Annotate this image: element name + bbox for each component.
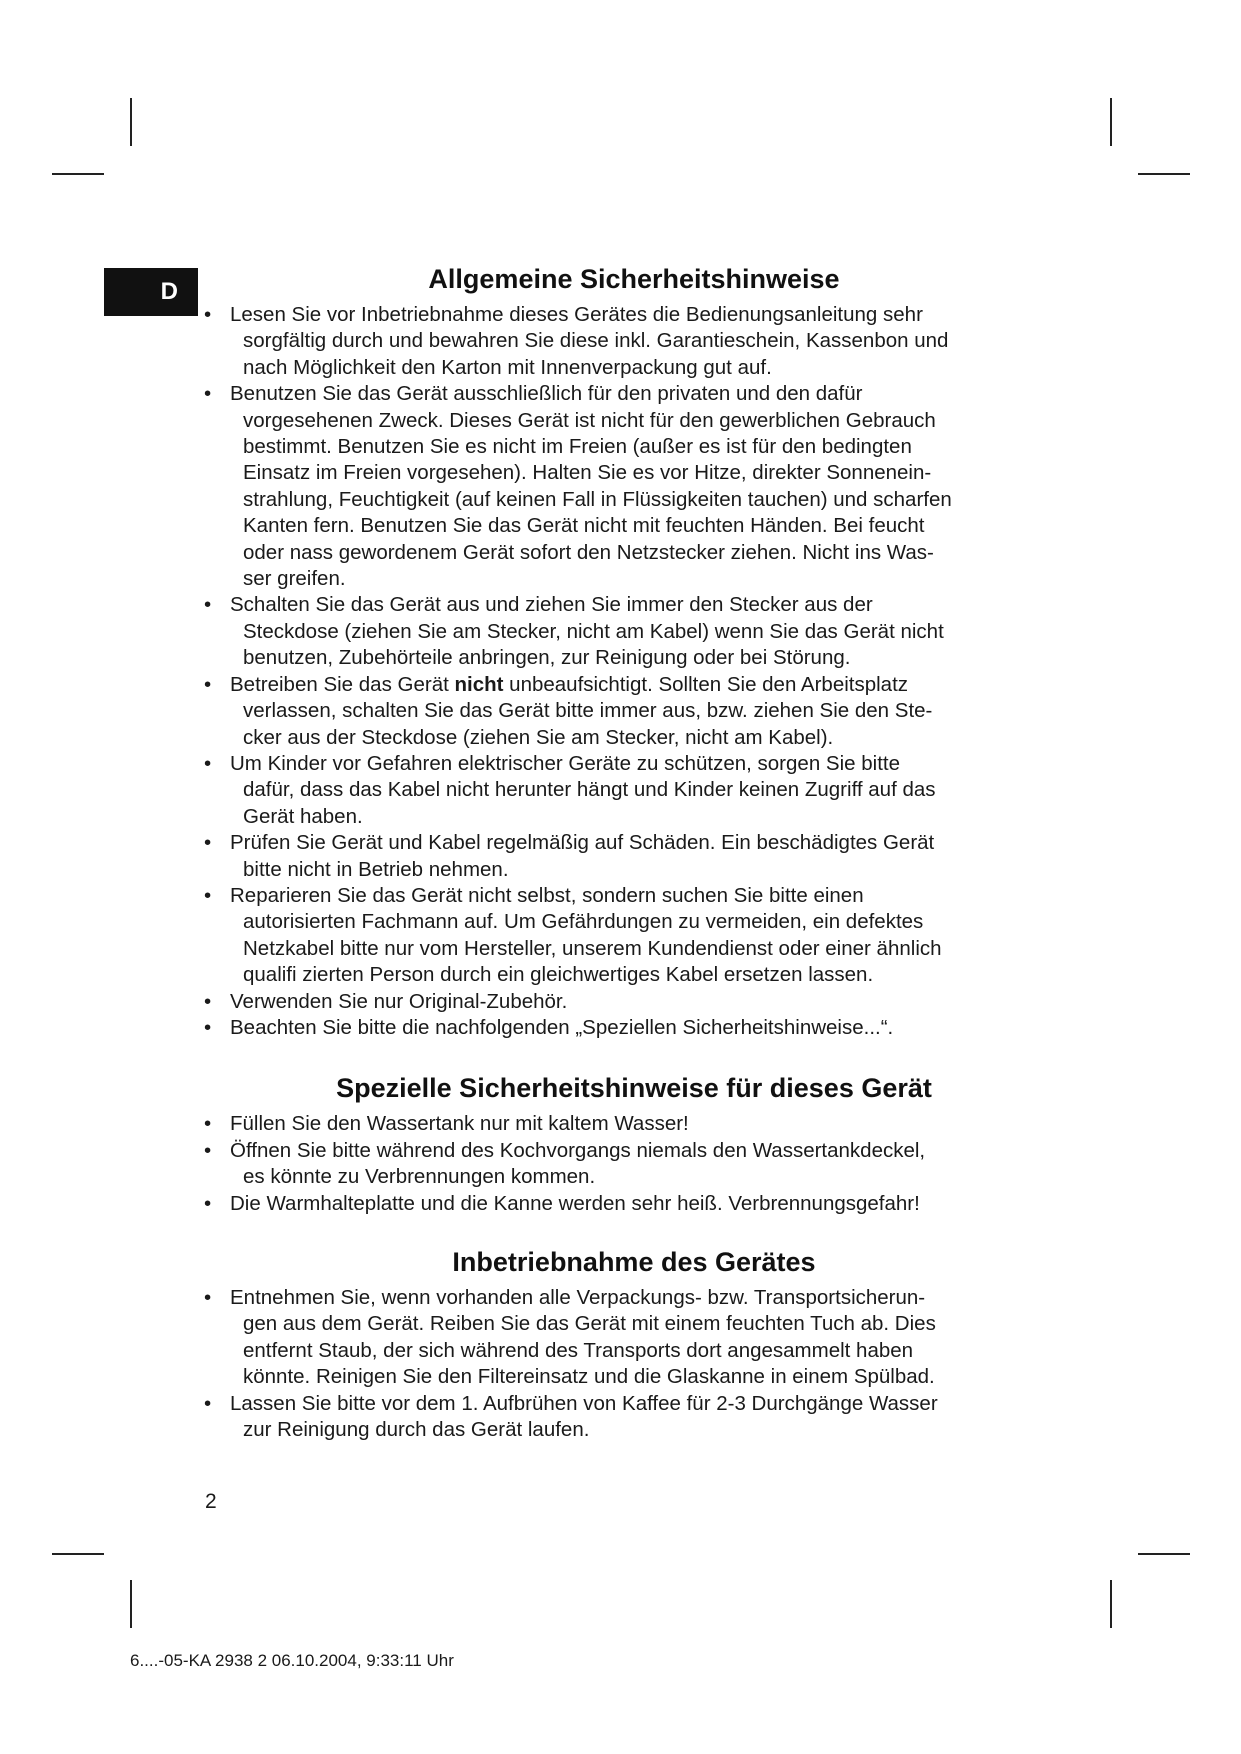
list-item: • Öffnen Sie bitte während des Kochvorgangs niemals den Wassertankdeckel, es könnte zu Verbrennungen kommen. bbox=[204, 1138, 926, 1189]
list-item: • Reparieren Sie das Gerät nicht selbst, sondern suchen Sie bitte einen autorisierten Fachmann auf. Um Gefährdungen zu vermeiden, ein defektes Netzkabel bitte nur vom Hersteller, unserem Kundendienst oder einer ähnlich qualifi zierten Person durch ein gleichwertiges Kabel ersetzen lassen. bbox=[204, 883, 942, 987]
list-item: • Schalten Sie das Gerät aus und ziehen Sie immer den Stecker aus der Steckdose (ziehen Sie am Stecker, nicht am Kabel) wenn Sie das Gerät nicht benutzen, Zubehörteile anbringen, zur Reinigung oder bei Störung. bbox=[204, 593, 944, 670]
bullet-icon: • bbox=[204, 751, 212, 775]
list-item: • Die Warmhalteplatte und die Kanne werden sehr heiß. Verbrennungsgefahr! bbox=[204, 1191, 1064, 1217]
section-heading: Inbetriebnahme des Gerätes bbox=[452, 1247, 816, 1277]
section-heading: Spezielle Sicherheitshinweise für dieses Gerät bbox=[336, 1073, 932, 1104]
bullet-icon: • bbox=[204, 382, 212, 406]
bullet-icon: • bbox=[204, 672, 212, 696]
list-item: • Um Kinder vor Gefahren elektrischer Geräte zu schützen, sorgen Sie bitte dafür, dass das Kabel nicht herunter hängt und Kinder keinen Zugriff auf das Gerät haben. bbox=[204, 751, 936, 828]
crop-mark bbox=[130, 98, 132, 146]
print-footer: 6....-05-KA 2938 2 06.10.2004, 9:33:11 Uhr bbox=[130, 1651, 454, 1670]
page-number: 2 bbox=[205, 1490, 217, 1513]
crop-mark bbox=[1110, 98, 1112, 146]
emphasis-nicht: nicht bbox=[454, 672, 504, 696]
bullet-list bbox=[204, 1285, 1064, 1443]
bullet-icon: • bbox=[204, 831, 212, 855]
crop-mark bbox=[1110, 1580, 1112, 1628]
list-item: • Füllen Sie den Wassertank nur mit kaltem Wasser! bbox=[204, 1111, 1064, 1137]
list-item: • Beachten Sie bitte die nachfolgenden „Speziellen Sicherheitshinweise...“. bbox=[204, 1015, 1064, 1041]
list-item: • Prüfen Sie Gerät und Kabel regelmäßig auf Schäden. Ein beschädigtes Gerät bitte nicht in Betrieb nehmen. bbox=[204, 831, 935, 881]
list-item: • Entnehmen Sie, wenn vorhanden alle Verpackungs- bzw. Transportsicherun- gen aus dem Gerät. Reiben Sie das Gerät mit einem feuchten Tuch ab. Dies entfernt Staub, der sich während des Transports dort angesammelt haben könnte. Reinigen Sie den Filtereinsatz und die Glaskanne in einem Spülbad. bbox=[204, 1286, 936, 1389]
crop-mark bbox=[52, 1553, 104, 1555]
bullet-icon: • bbox=[204, 1112, 212, 1136]
list-item: • Verwenden Sie nur Original-Zubehör. bbox=[204, 989, 1064, 1015]
language-tab: D bbox=[104, 268, 198, 316]
crop-mark bbox=[130, 1580, 132, 1628]
crop-mark bbox=[1138, 1553, 1190, 1555]
bullet-icon: • bbox=[204, 883, 212, 907]
bullet-list bbox=[204, 1111, 1064, 1217]
section-heading: Allgemeine Sicherheitshinweise bbox=[428, 264, 840, 294]
bullet-icon: • bbox=[204, 1015, 212, 1039]
bullet-icon: • bbox=[204, 1391, 212, 1415]
bullet-icon: • bbox=[204, 1286, 212, 1309]
bullet-icon: • bbox=[204, 1138, 212, 1162]
bullet-icon: • bbox=[204, 593, 212, 617]
crop-mark bbox=[52, 173, 104, 175]
list-item: • Benutzen Sie das Gerät ausschließlich für den privaten und den dafür vorgesehenen Zweck. Dieses Gerät ist nicht für den gewerblichen Gebrauch bestimmt. Benutzen Sie es nicht im Freien (außer es ist für den bedingten Einsatz im Freien vorgesehen). Halten Sie es vor Hitze, direkter Sonnenein- strahlung, Feuchtigkeit (auf keinen Fall in Flüssigkeiten tauchen) und scharfen Kanten fern. Benutzen Sie das Gerät nicht mit feuchten Händen. Bei feucht oder nass gewordenem Gerät sofort den Netzstecker ziehen. Nicht ins Was- ser greifen. bbox=[204, 382, 952, 591]
crop-mark bbox=[1138, 173, 1190, 175]
list-item: • Betreiben Sie das Gerät nicht unbeaufsichtigt. Sollten Sie den Arbeitsplatz verlassen, schalten Sie das Gerät bitte immer aus, bzw. ziehen Sie den Ste- cker aus der Steckdose (ziehen Sie am Stecker, nicht am Kabel). bbox=[204, 672, 933, 749]
list-item: • Lesen Sie vor Inbetriebnahme dieses Gerätes die Bedienungsanleitung sehr sorgfältig durch und bewahren Sie diese inkl. Garantieschein, Kassenbon und nach Möglichkeit den Karton mit Innenverpackung gut auf. bbox=[204, 303, 949, 379]
list-item: • Lassen Sie bitte vor dem 1. Aufbrühen von Kaffee für 2-3 Durchgänge Wasser zur Reinigung durch das Gerät laufen. bbox=[204, 1391, 938, 1442]
bullet-icon: • bbox=[204, 303, 212, 326]
bullet-icon: • bbox=[204, 989, 212, 1013]
page-content bbox=[204, 258, 1064, 1443]
bullet-icon: • bbox=[204, 1191, 212, 1215]
bullet-list bbox=[204, 302, 1064, 1041]
